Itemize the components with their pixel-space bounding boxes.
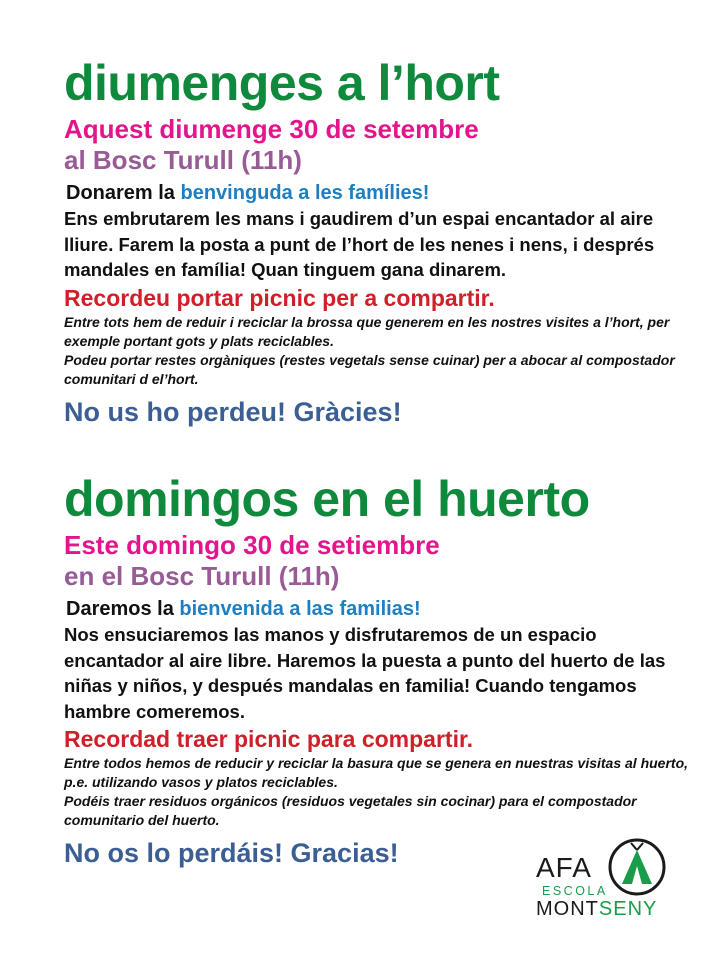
logo-mont-text: MONT: [536, 898, 599, 920]
spanish-thanks: No os lo perdáis! Gracias!: [64, 838, 399, 868]
logo-montseny-text: [536, 898, 657, 921]
catalan-note-recycle: Entre tots hem de reduir i reciclar la brossa que generem en les nostres visites a l’hort, per exemple portant gots y plats reciclables.: [64, 313, 670, 349]
spanish-note-recycle: Entre todos hemos de reducir y reciclar la basura que se genera en nuestras visitas al huerto, p.e. utilizando vasos y platos reciclables.: [64, 755, 689, 790]
catalan-thanks: No us ho perdeu! Gràcies!: [64, 396, 402, 427]
catalan-section: [64, 52, 694, 429]
catalan-date: Aquest diumenge 30 de setembre: [64, 114, 479, 144]
afa-montseny-logo: [536, 838, 666, 920]
catalan-note-compost: Podeu portar restes orgàniques (restes vegetals sense cuinar) per a abocar al compostador comunitari d el’hort.: [64, 351, 675, 387]
spanish-note-compost: Podéis traer residuos orgánicos (residuos vegetales sin cocinar) para el compostador comunitario del huerto.: [64, 793, 637, 828]
logo-afa-text: AFA: [536, 852, 592, 883]
catalan-welcome-highlight: benvinguda a les famílies!: [180, 182, 430, 204]
logo-escola-text: ESCOLA: [542, 884, 608, 898]
catalan-place: al Bosc Turull (11h): [64, 145, 302, 175]
catalan-title: diumenges a l’hort: [64, 55, 500, 111]
catalan-welcome-prefix: Donarem la: [66, 182, 181, 204]
logo-seny-text: SENY: [598, 898, 658, 920]
spanish-body: Nos ensuciaremos las manos y disfrutaremos de un espacio encantador al aire libre. Haremos la puesta a punto del huerto de las niñas y niños, y después mandalas en familia! Cuando tengamos hambre comeremos.: [64, 624, 666, 722]
spanish-place: en el Bosc Turull (11h): [64, 561, 340, 591]
catalan-welcome: [64, 180, 694, 206]
spanish-date: Este domingo 30 de setiembre: [64, 530, 440, 560]
spanish-welcome-highlight: bienvenida a las familias!: [179, 598, 421, 620]
catalan-reminder: Recordeu portar picnic per a compartir.: [64, 284, 495, 311]
spanish-welcome-prefix: Daremos la: [66, 598, 180, 620]
tipi-circle-icon: [608, 838, 666, 896]
spanish-welcome: [64, 596, 694, 622]
spanish-section: [64, 468, 694, 870]
spanish-reminder: Recordad traer picnic para compartir.: [64, 726, 474, 752]
spanish-title: domingos en el huerto: [64, 471, 590, 527]
catalan-body: Ens embrutarem les mans i gaudirem d’un espai encantador al aire lliure. Farem la posta a punt de l’hort de les nenes i nens, i després mandales en família! Quan tinguem gana dinarem.: [64, 208, 655, 280]
